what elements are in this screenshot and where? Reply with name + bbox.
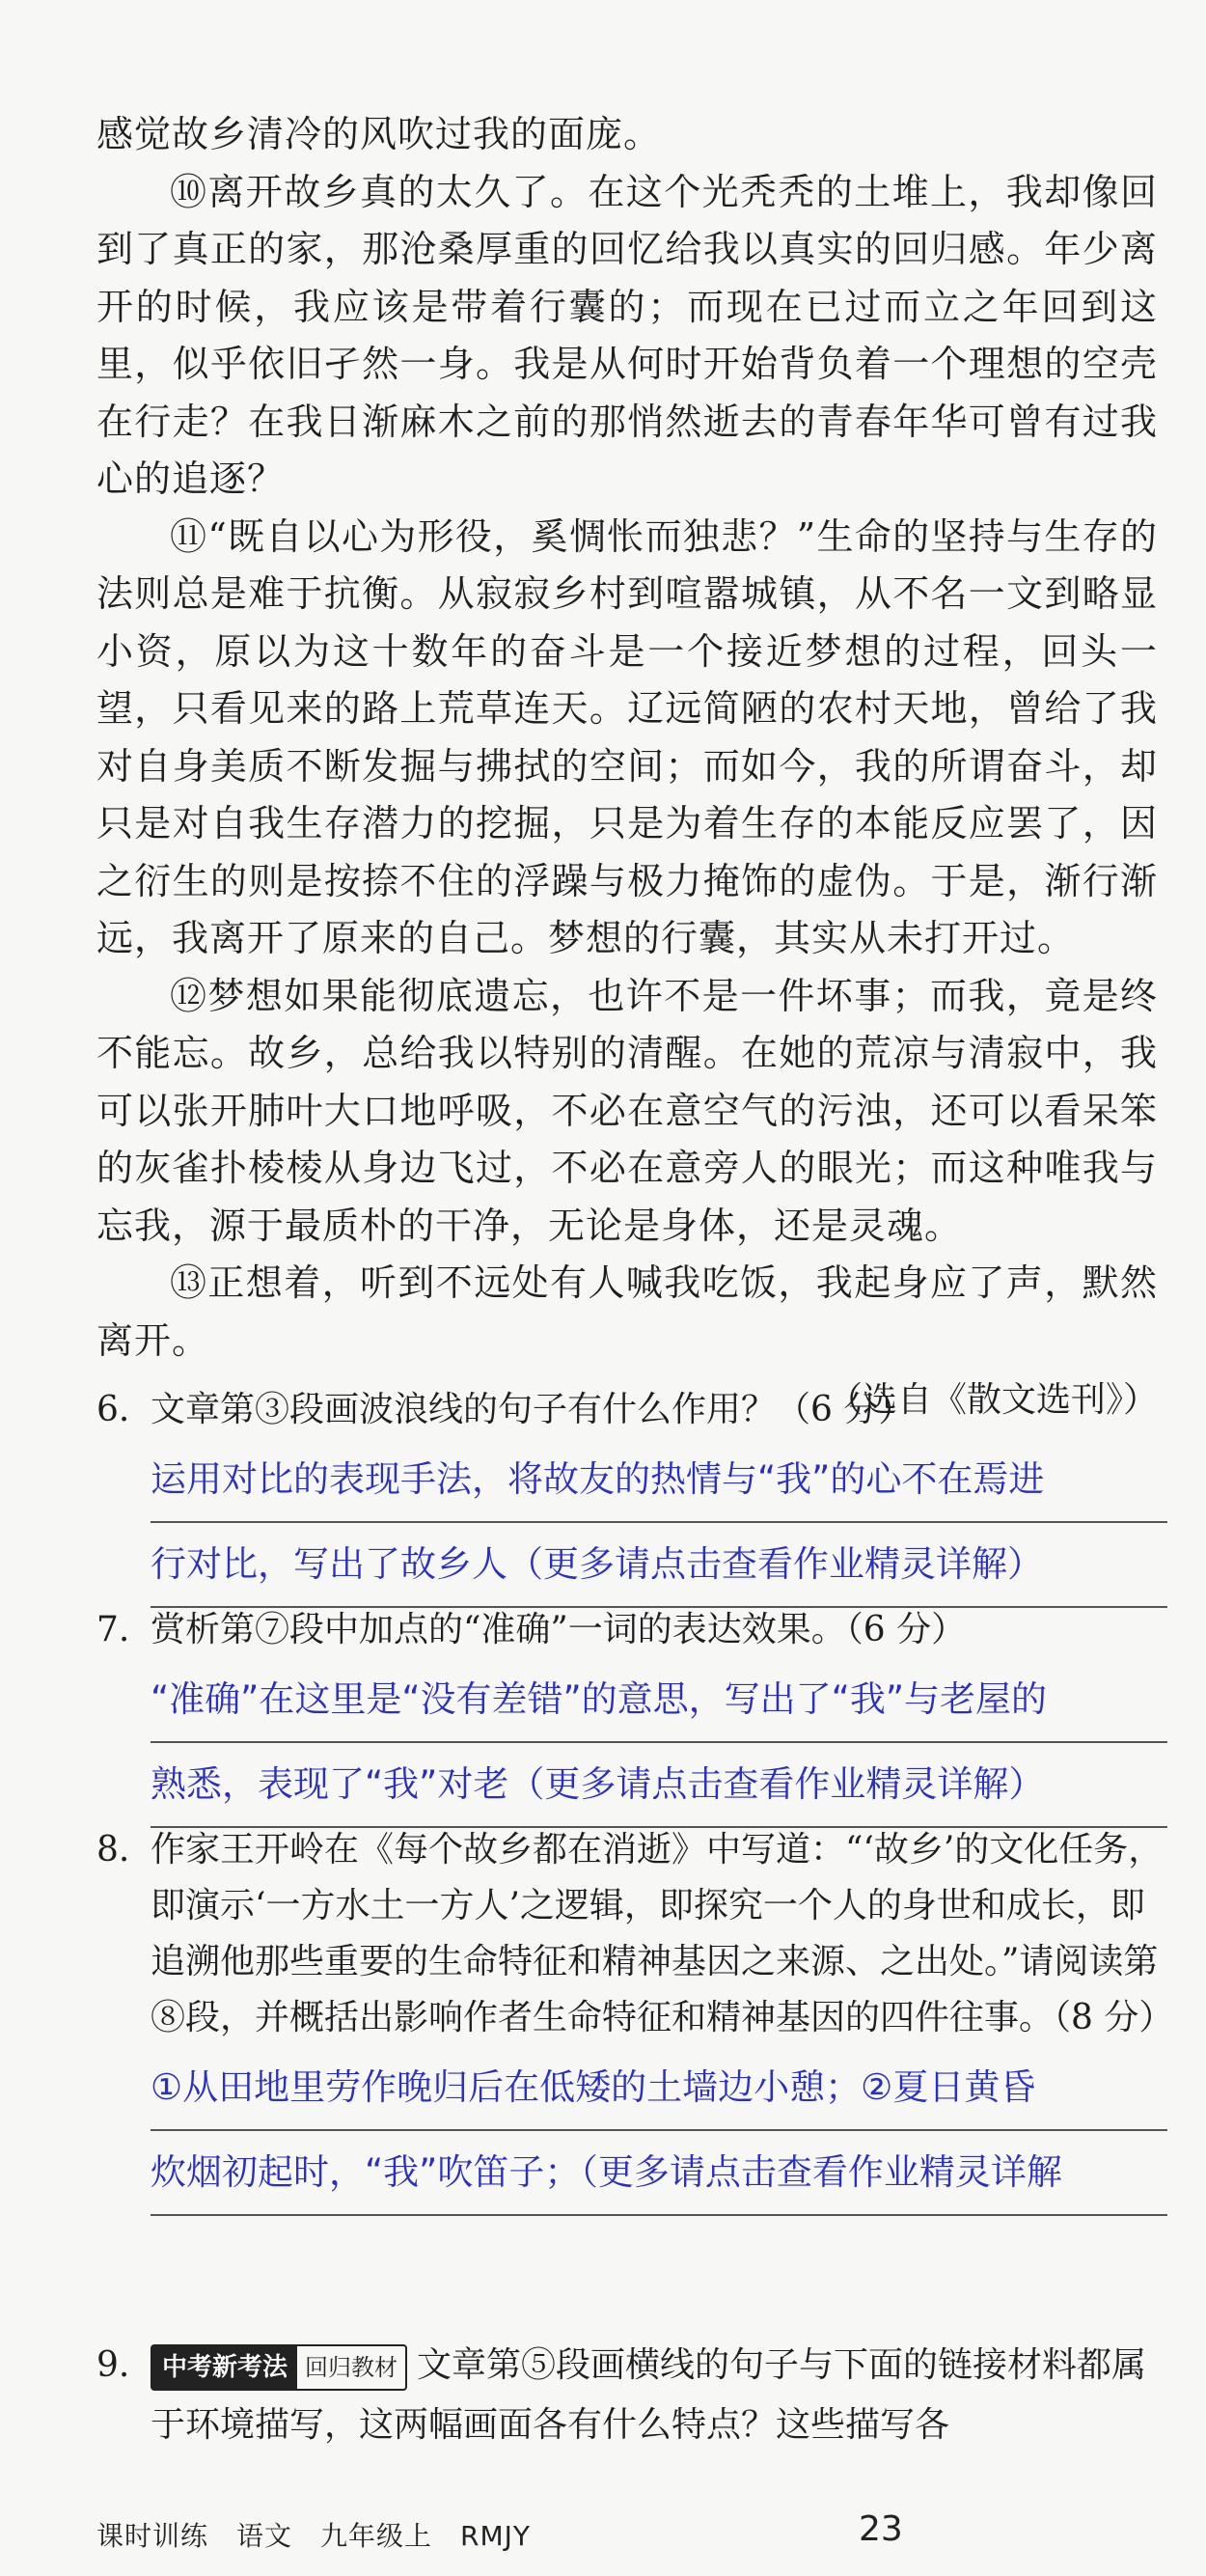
paragraph-continued: 感觉故乡清冷的风吹过我的面庞。 [96,113,662,155]
answer-line: “准确”在这里是“没有差错”的意思，写出了“我”与老屋的 [151,1658,1167,1743]
question-text: 作家王开岭在《每个故乡都在消逝》中写道：“‘故乡’的文化任务，即演示‘一方水土一方人’之逻辑，即探究一个人的身世和成长，即追溯他那些重要的生命特征和精神基因之来源、之出处。”请阅读第⑧段，并概括出影响作者生命特征和精神基因的四件往事。（8 分） [151,1830,1174,2037]
reading-passage [96,106,1158,1431]
answer-line[interactable]: 行对比，写出了故乡人（更多请点击查看作业精灵详解） [151,1523,1167,1608]
question-number: 6. [96,1390,130,1429]
answer-line: 运用对比的表现手法，将故友的热情与“我”的心不在焉进 [151,1438,1167,1523]
paragraph-13: ⑬正想着，听到不远处有人喊我吃饭，我起身应了声，默然离开。 [96,1261,1158,1362]
exam-tag-new-method: 中考新考法 [152,2346,297,2389]
page-footer [96,2509,1158,2554]
question-8 [96,1822,1174,2216]
question-7 [96,1602,1167,1828]
exam-tag [151,2344,407,2391]
page-number: 23 [859,2509,903,2549]
paragraph-11: ⑪“既自以心为形役，奚惆怅而独悲？”生命的坚持与生存的法则总是难于抗衡。从寂寂乡村到喧嚣城镇，从不名一文到略显小资，原以为这十数年的奋斗是一个接近梦想的过程，回头一望，只看见来的路上荒草连天。辽远简陋的农村天地，曾给了我对自身美质不断发掘与拂拭的空间；而如今，我的所谓奋斗，却只是对自我生存潜力的挖掘，只是为着生存的本能反应罢了，因之衍生的则是按捺不住的浮躁与极力掩饰的虚伪。于是，渐行渐远，我离开了原来的自己。梦想的行囊，其实从未打开过。 [96,514,1158,959]
paragraph-10: ⑩离开故乡真的太久了。在这个光秃秃的土堆上，我却像回到了真正的家，那沧桑厚重的回忆给我以真实的回归感。年少离开的时候，我应该是带着行囊的；而现在已过而立之年回到这里，似乎依旧孑然一身。我是从何时开始背负着一个理想的空壳在行走？在我日渐麻木之前的那悄然逝去的青春年华可曾有过我心的追逐？ [96,170,1158,500]
question-6 [96,1382,1167,1608]
footer-book-info: 课时训练 语文 九年级上 RMJY [96,2520,531,2552]
question-text: 文章第⑤段画横线的句子与下面的链接材料都属于环境描写，这两幅画面各有什么特点？这些描写各 [151,2345,1147,2445]
paragraph-12: ⑫梦想如果能彻底遗忘，也许不是一件坏事；而我，竟是终不能忘。故乡，总给我以特别的清醒。在她的荒凉与清寂中，我可以张开肺叶大口地呼吸，不必在意空气的污浊，还可以看呆笨的灰雀扑棱棱从身边飞过，不必在意旁人的眼光；而这种唯我与忘我，源于最质朴的干净，无论是身体，还是灵魂。 [96,974,1158,1247]
exam-tag-textbook: 回归教材 [305,2354,398,2381]
question-number: 8. [96,1830,130,1870]
passage-source: （选自《散文选刊》） [827,1380,1158,1420]
question-number: 9. [96,2345,130,2385]
answer-line[interactable]: 炊烟初起时，“我”吹笛子；（更多请点击查看作业精灵详解 [151,2131,1167,2216]
question-number: 7. [96,1610,130,1649]
answer-area [151,2046,1167,2216]
question-9 [96,2336,1167,2455]
answer-line[interactable]: 熟悉，表现了“我”对老（更多请点击查看作业精灵详解） [151,1743,1167,1828]
question-text: 文章第③段画波浪线的句子有什么作用？（6 分） [151,1390,914,1429]
answer-area [151,1658,1167,1828]
answer-area [151,1438,1167,1608]
question-text: 赏析第⑦段中加点的“准确”一词的表达效果。（6 分） [151,1610,967,1649]
answer-line: ①从田地里劳作晚归后在低矮的土墙边小憩；②夏日黄昏 [151,2046,1167,2131]
